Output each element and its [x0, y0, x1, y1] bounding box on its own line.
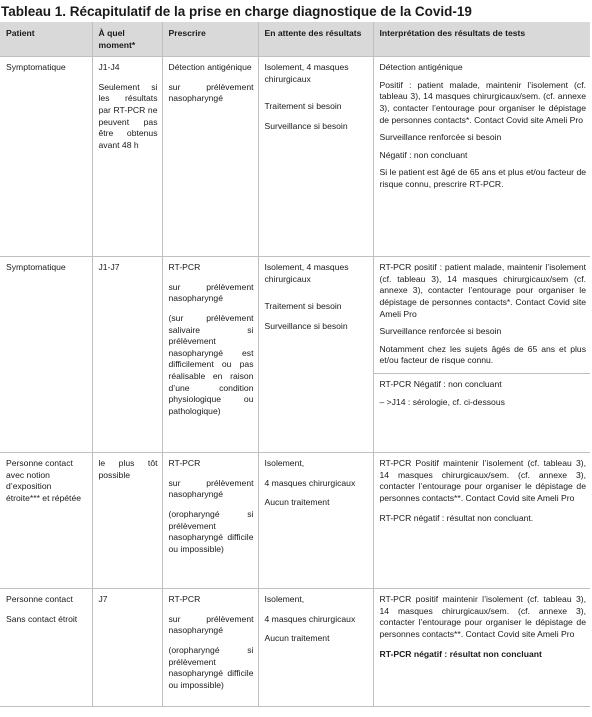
cell-prescribe: RT-PCR sur prélèvement nasopharyngé (oropharyngé si prélèvement nasopharyngé difficile ou impossible) — [162, 589, 258, 707]
cell-when: J7 — [92, 589, 162, 707]
negative-result-subcell: RT-PCR Négatif : non concluant – >J14 : sérologie, cf. ci-dessous — [374, 373, 591, 408]
cell-waiting: Isolement, 4 masques chirurgicaux Aucun traitement — [258, 589, 373, 707]
cell-interpretation: RT-PCR positif : patient malade, maintenir l’isolement (cf. tableau 3), 14 masques chirurgicaux/sem (cf. annexe 3), contacter l’entourage pour organiser le dépistage de personnes contacts*. Contact Covid site Ameli Pro Surveillance renforcée si besoin Notamment chez les sujets âgés de 65 ans et plus et/ou facteur de risque connu. RT-PCR Négatif : non concluant – >J14 : sérologie, cf. ci-dessous — [373, 257, 590, 453]
cell-when: J1-J4 Seulement si les résultats par RT-PCR ne peuvent pas être obtenus avant 48 h — [92, 57, 162, 257]
table-title: Tableau 1. Récapitulatif de la prise en charge diagnostique de la Covid-19 — [1, 4, 472, 19]
cell-patient: Personne contact Sans contact étroit — [0, 589, 92, 707]
header-when: À quel moment* — [92, 22, 162, 57]
table-row — [0, 257, 590, 453]
cell-waiting: Isolement, 4 masques chirurgicaux Aucun traitement — [258, 453, 373, 589]
cell-interpretation: RT-PCR positif maintenir l’isolement (cf. tableau 3), 14 masques chirurgicaux/sem. (cf. annexe 3), contacter l’entourage pour organiser le dépistage de personnes contacts**. Contact Covid site Ameli Pro RT-PCR négatif : résultat non concluant — [373, 589, 590, 707]
table-row — [0, 589, 590, 707]
cell-when: J1-J7 — [92, 257, 162, 453]
cell-prescribe: RT-PCR sur prélèvement nasopharyngé (oropharyngé si prélèvement nasopharyngé difficile ou impossible) — [162, 453, 258, 589]
cell-waiting: Isolement, 4 masques chirurgicaux Traitement si besoin Surveillance si besoin — [258, 57, 373, 257]
cell-when: le plus tôt possible — [92, 453, 162, 589]
cell-patient: Symptomatique — [0, 257, 92, 453]
cell-prescribe: Détection antigénique sur prélèvement nasopharyngé — [162, 57, 258, 257]
header-patient: Patient — [0, 22, 92, 57]
header-interpretation: Interprétation des résultats de tests — [373, 22, 590, 57]
cell-patient: Symptomatique — [0, 57, 92, 257]
table-row — [0, 57, 590, 257]
cell-prescribe: RT-PCR sur prélèvement nasopharyngé (sur prélèvement salivaire si prélèvement nasopharyngé est difficilement ou pas réalisable en raison d’une condition physiologique ou pathologique) — [162, 257, 258, 453]
cell-waiting: Isolement, 4 masques chirurgicaux Traitement si besoin Surveillance si besoin — [258, 257, 373, 453]
header-waiting: En attente des résultats — [258, 22, 373, 57]
table-row — [0, 453, 590, 589]
header-prescribe: Prescrire — [162, 22, 258, 57]
cell-interpretation: Détection antigénique Positif : patient malade, maintenir l’isolement (cf. tableau 3), 14 masques chirurgicaux/sem. (cf. annexe 3), contacter l’entourage pour organiser le dépistage de personnes contacts*. Contact Covid site Ameli Pro Surveillance renforcée si besoin Négatif : non concluant Si le patient est âgé de 65 ans et plus et/ou facteur de risque connu, prescrire RT-PCR. — [373, 57, 590, 257]
cell-patient: Personne contact avec notion d’exposition étroite*** et répétée — [0, 453, 92, 589]
cell-interpretation: RT-PCR Positif maintenir l’isolement (cf. tableau 3), 14 masques chirurgicaux/sem. (cf. annexe 3), contacter l’entourage pour organiser le dépistage de personnes contacts**. Contact Covid site Ameli Pro RT-PCR négatif : résultat non concluant. — [373, 453, 590, 589]
diagnostic-table — [0, 22, 590, 707]
header-row — [0, 22, 590, 57]
